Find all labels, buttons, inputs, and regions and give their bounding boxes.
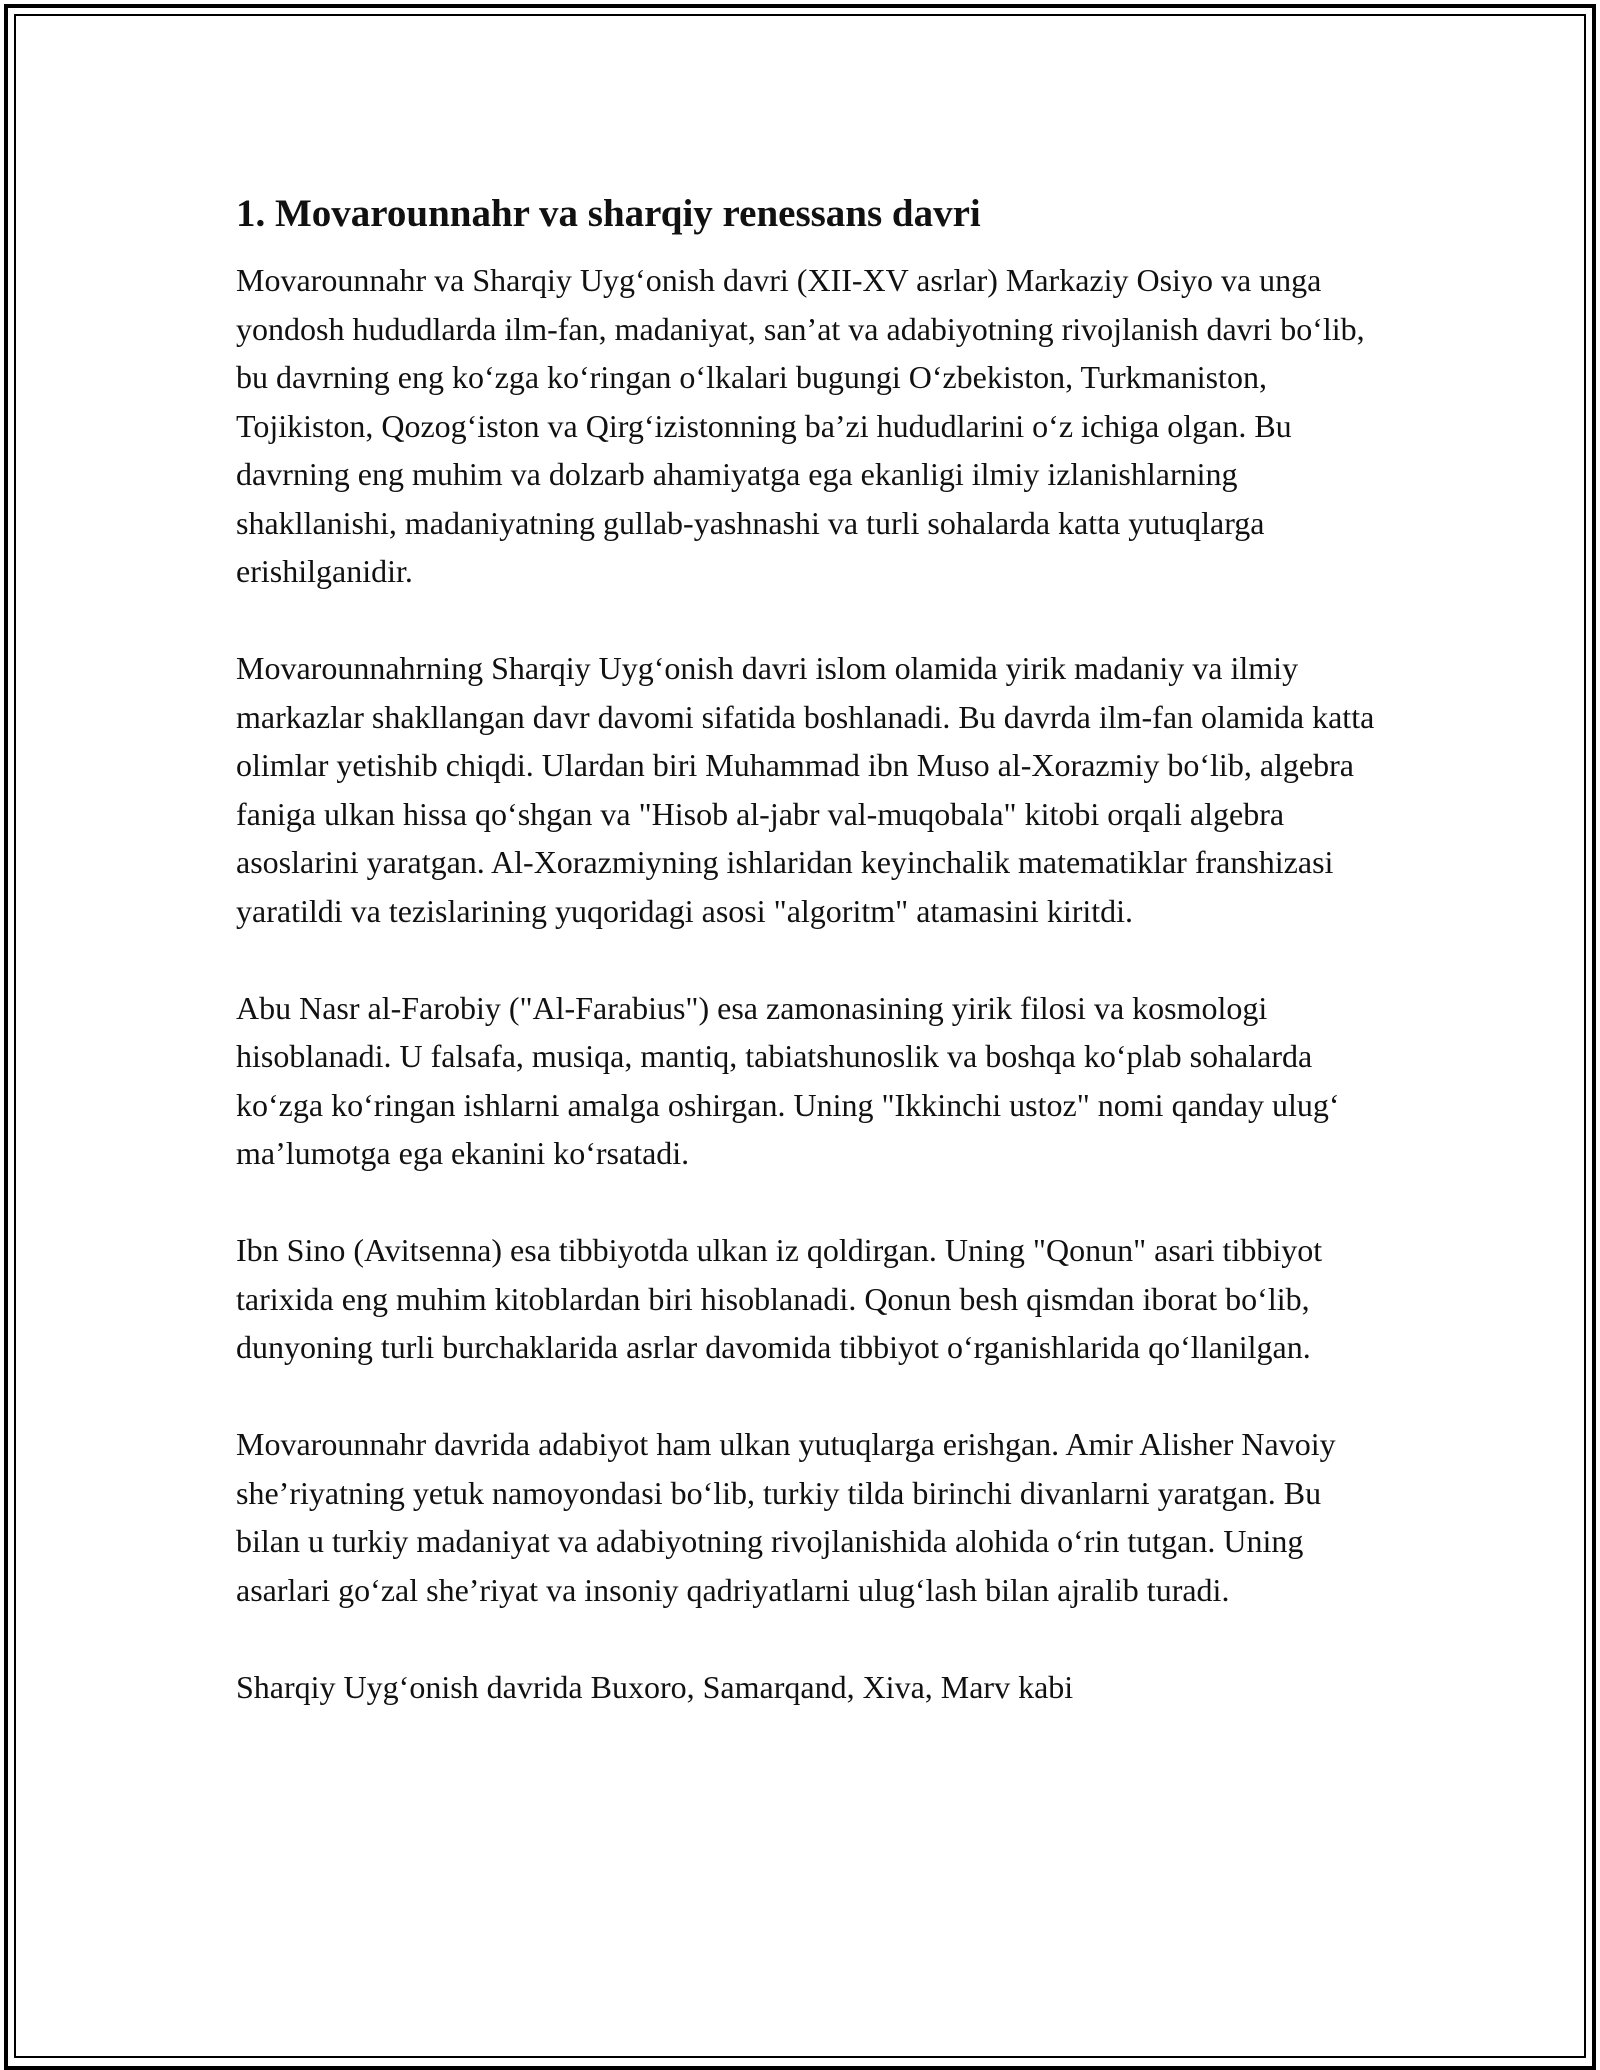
paragraph-ibn-sino: Ibn Sino (Avitsenna) esa tibbiyotda ulkan iz qoldirgan. Uning "Qonun" asari tibbiyot tarixida eng muhim kitoblardan biri hisoblanadi. Qonun besh qismdan iborat bo‘lib, dunyoning turli burchaklarida asrlar davomida tibbiyot o‘rganishlarida qo‘llanilgan. [236,1232,1323,1365]
paragraph-cities: Sharqiy Uyg‘onish davrida Buxoro, Samarqand, Xiva, Marv kabi [236,1668,1074,1705]
paragraph-al-farobiy: Abu Nasr al-Farobiy ("Al-Farabius") esa zamonasining yirik filosi va kosmologi hisoblanadi. U falsafa, musiqa, mantiq, tabiatshunoslik va boshqa ko‘plab sohalarda ko‘zga ko‘ringan ishlarni amalga oshirgan. Uning "Ikkinchi ustoz" nomi qanday ulug‘ ma’lumotga ega ekanini ko‘rsatadi. [236,989,1340,1171]
paragraph-al-xorazmiy: Movarounnahrning Sharqiy Uyg‘onish davri islom olamida yirik madaniy va ilmiy markazlar shakllangan davr davomi sifatida boshlanadi. Bu davrda ilm-fan olamida katta olimlar yetishib chiqdi. Ulardan biri Muhammad ibn Muso al-Xorazmiy bo‘lib, algebra faniga ulkan hissa qo‘shgan va "Hisob al-jabr val-muqobala" kitobi orqali algebra asoslarini yaratgan. Al-Xorazmiyning ishlaridan keyinchalik matematiklar franshizasi yaratildi va tezislarining yuqoridagi asosi "algoritm" atamasini kiritdi. [236,650,1375,929]
document-body [236,180,1386,1760]
document-title: 1. Movarounnahr va sharqiy renessans davri [236,192,981,235]
paragraph-intro: Movarounnahr va Sharqiy Uyg‘onish davri (XII-XV asrlar) Markaziy Osiyo va unga yondosh hududlarda ilm-fan, madaniyat, san’at va adabiyotning rivojlanish davri bo‘lib, bu davrning eng ko‘zga ko‘ringan o‘lkalari bugungi O‘zbekiston, Turkmaniston, Tojikiston, Qozog‘iston va Qirg‘izistonning ba’zi hududlarini o‘z ichiga olgan. Bu davrning eng muhim va dolzarb ahamiyatga ega ekanligi ilmiy izlanishlarning shakllanishi, madaniyatning gullab-yashnashi va turli sohalarda katta yutuqlarga erishilganidir. [236,262,1365,589]
paragraph-navoiy: Movarounnahr davrida adabiyot ham ulkan yutuqlarga erishgan. Amir Alisher Navoiy she’riyatning yetuk namoyondasi bo‘lib, turkiy tilda birinchi divanlarni yaratgan. Bu bilan u turkiy madaniyat va adabiyotning rivojlanishida alohida o‘rin tutgan. Uning asarlari go‘zal she’riyat va insoniy qadriyatlarni ulug‘lash bilan ajralib turadi. [236,1426,1336,1608]
